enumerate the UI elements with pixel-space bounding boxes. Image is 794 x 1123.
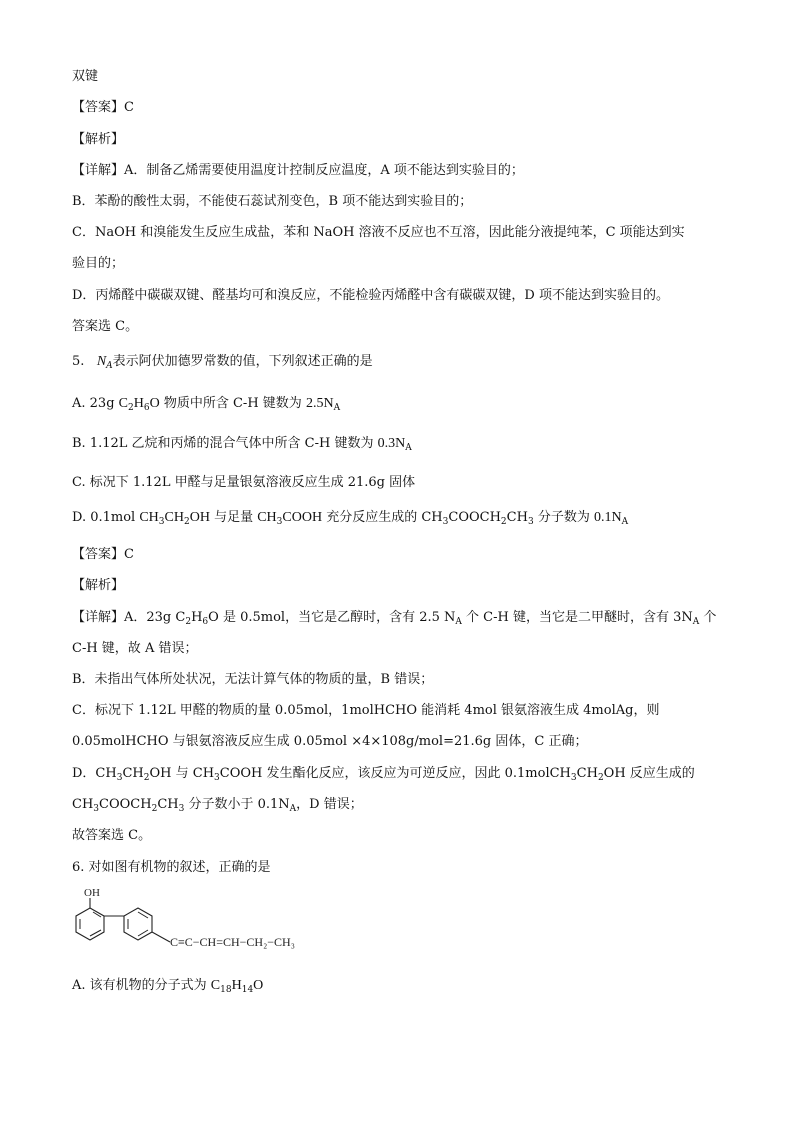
text-line bbox=[72, 978, 263, 994]
text-segment: 答案选 C。 bbox=[72, 319, 139, 334]
subscript: 3 bbox=[158, 517, 165, 527]
subscript: 3 bbox=[442, 517, 449, 527]
text-segment: 验目的； bbox=[72, 256, 125, 271]
text-segment: 物质中所含 C-H 键数为 bbox=[159, 396, 306, 411]
text-segment: 分子数为 bbox=[533, 510, 594, 525]
text-line bbox=[72, 194, 472, 210]
text-segment: 个 bbox=[699, 610, 717, 625]
text-line bbox=[72, 610, 716, 626]
text-segment: 双键 bbox=[72, 69, 99, 84]
subscript: 3 bbox=[214, 773, 220, 783]
subscript: A bbox=[289, 804, 297, 814]
text-line bbox=[72, 396, 340, 412]
text-line bbox=[72, 510, 628, 526]
text-segment: 【答案】C bbox=[72, 547, 134, 562]
text-segment: 与足量 bbox=[209, 510, 258, 525]
text-segment: 分子数小于 0.1N bbox=[184, 797, 290, 812]
text-segment: 2.5N bbox=[305, 396, 334, 411]
molecule-structure bbox=[66, 884, 346, 960]
text-segment: H bbox=[231, 978, 242, 993]
text-segment: 【解析】 bbox=[72, 132, 125, 147]
text-line bbox=[72, 641, 197, 657]
text-segment: CH bbox=[157, 797, 179, 812]
subscript: 3 bbox=[116, 773, 123, 783]
text-line bbox=[72, 288, 669, 304]
text-segment: H bbox=[133, 396, 144, 411]
text-line bbox=[72, 69, 98, 85]
text-segment: B．苯酚的酸性太弱，不能使石蕊试剂变色，B 项不能达到实验目的； bbox=[72, 194, 473, 209]
subscript: A bbox=[333, 403, 341, 413]
text-segment: A. 该有机物的分子式为 bbox=[72, 978, 211, 993]
text-segment: O bbox=[149, 396, 160, 411]
text-segment: O 是 0.5mol，当它是乙醇时，含有 2.5 N bbox=[208, 610, 456, 625]
text-segment: COOCH bbox=[448, 510, 501, 525]
text-line bbox=[72, 319, 138, 335]
text-segment: C. 标况下 1.12L 甲醛与足量银氨溶液反应生成 21.6g 固体 bbox=[72, 475, 416, 490]
text-segment: 【答案】C bbox=[72, 100, 134, 115]
text-segment: 0.05molHCHO 与银氨溶液反应生成 0.05mol ×4×108g/mol=21.6g 固体，C 正确； bbox=[72, 734, 588, 749]
text-segment: CH bbox=[122, 766, 144, 781]
text-segment: CH bbox=[576, 766, 598, 781]
text-segment: 【解析】 bbox=[72, 578, 125, 593]
text-segment: CH bbox=[257, 510, 277, 525]
subscript: 3 bbox=[93, 804, 100, 814]
text-segment: C-H 键，故 A 错误； bbox=[72, 641, 198, 656]
subscript: 2 bbox=[597, 773, 604, 783]
subscript: 6 bbox=[143, 403, 150, 413]
subscript: 3 bbox=[276, 517, 283, 527]
text-segment: D．CH bbox=[72, 766, 117, 781]
text-segment: 0.3N bbox=[377, 436, 406, 451]
text-segment: OH bbox=[189, 510, 210, 525]
text-segment: 充分反应生成的 CH bbox=[322, 510, 443, 525]
text-segment: C bbox=[210, 978, 221, 993]
text-line bbox=[72, 734, 587, 750]
text-segment: COOH 发生酯化反应，该反应为可逆反应，因此 0.1molCH bbox=[219, 766, 571, 781]
subscript: 2 bbox=[185, 617, 192, 627]
text-line bbox=[72, 828, 151, 844]
text-line bbox=[72, 163, 524, 179]
text-segment: 【详解】A．制备乙烯需要使用温度计控制反应温度，A 项不能达到实验目的； bbox=[72, 163, 524, 178]
oh-label: OH bbox=[84, 887, 100, 899]
text-segment: O bbox=[253, 978, 264, 993]
text-segment: OH 与 CH bbox=[149, 766, 215, 781]
subscript: A bbox=[455, 617, 462, 627]
text-segment: N bbox=[96, 354, 107, 369]
text-line bbox=[72, 672, 433, 688]
text-segment: A. 23g bbox=[72, 396, 119, 411]
subscript: 6 bbox=[202, 617, 209, 627]
text-line bbox=[72, 578, 124, 594]
text-segment: 6. 对如图有机物的叙述，正确的是 bbox=[72, 860, 271, 875]
subscript: A bbox=[405, 443, 412, 453]
subscript: A bbox=[106, 361, 113, 371]
text-segment: COOCH bbox=[99, 797, 152, 812]
subscript: A bbox=[621, 517, 629, 527]
text-segment: CH bbox=[164, 510, 184, 525]
side-chain-label: C≡C−CH=CH−CH₂−CH₃ bbox=[170, 935, 295, 949]
text-segment: CH bbox=[139, 510, 159, 525]
subscript: 2 bbox=[143, 773, 150, 783]
text-segment: OH 反应生成的 bbox=[603, 766, 695, 781]
text-line bbox=[72, 766, 695, 782]
text-line bbox=[72, 860, 271, 876]
text-segment: C bbox=[118, 396, 128, 411]
text-line bbox=[72, 132, 124, 148]
text-segment: D．丙烯醛中碳碳双键、醛基均可和溴反应，不能检验丙烯醛中含有碳碳双键，D 项不能达到实验目的。 bbox=[72, 288, 669, 303]
text-line bbox=[72, 475, 415, 491]
text-segment: C．NaOH 和溴能发生反应生成盐，苯和 NaOH 溶液不反应也不互溶，因此能分液提纯苯，C 项能达到实 bbox=[72, 225, 685, 240]
text-segment: 故答案选 C。 bbox=[72, 828, 152, 843]
subscript: 3 bbox=[178, 804, 185, 814]
text-segment: 5. bbox=[72, 354, 97, 369]
text-segment: D. 0.1mol bbox=[72, 510, 140, 525]
subscript: 2 bbox=[128, 403, 134, 413]
text-line bbox=[72, 100, 134, 116]
subscript: A bbox=[692, 617, 700, 627]
text-line bbox=[72, 354, 373, 370]
text-segment: 个 C-H 键，当它是二甲醚时，含有 3N bbox=[461, 610, 693, 625]
text-segment: CH bbox=[506, 510, 528, 525]
text-segment: H bbox=[191, 610, 203, 625]
text-segment: B. 1.12L 乙烷和丙烯的混合气体中所含 C-H 键数为 bbox=[72, 436, 378, 451]
subscript: 2 bbox=[500, 517, 507, 527]
text-line bbox=[72, 797, 363, 813]
subscript: 2 bbox=[151, 804, 158, 814]
text-line bbox=[72, 436, 412, 452]
text-segment: B．未指出气体所处状况，无法计算气体的物质的量，B 错误； bbox=[72, 672, 434, 687]
subscript: 18 bbox=[220, 985, 232, 995]
subscript: 3 bbox=[527, 517, 534, 527]
text-line bbox=[72, 547, 134, 563]
text-segment: ，D 错误； bbox=[296, 797, 363, 812]
text-line bbox=[72, 703, 659, 719]
text-segment: 0.1N bbox=[593, 510, 622, 525]
text-segment: COOH bbox=[282, 510, 323, 525]
subscript: 14 bbox=[241, 985, 254, 995]
text-segment: C．标况下 1.12L 甲醛的物质的量 0.05mol，1molHCHO 能消耗 4mol 银氨溶液生成 4molAg，则 bbox=[72, 703, 660, 718]
text-line bbox=[72, 225, 685, 241]
text-line bbox=[72, 256, 124, 272]
subscript: 3 bbox=[570, 773, 577, 783]
text-segment: 【详解】A．23g C bbox=[72, 610, 186, 625]
text-segment: 表示阿伏加德罗常数的值，下列叙述正确的是 bbox=[112, 354, 373, 369]
subscript: 2 bbox=[183, 517, 190, 527]
text-segment: CH bbox=[72, 797, 94, 812]
